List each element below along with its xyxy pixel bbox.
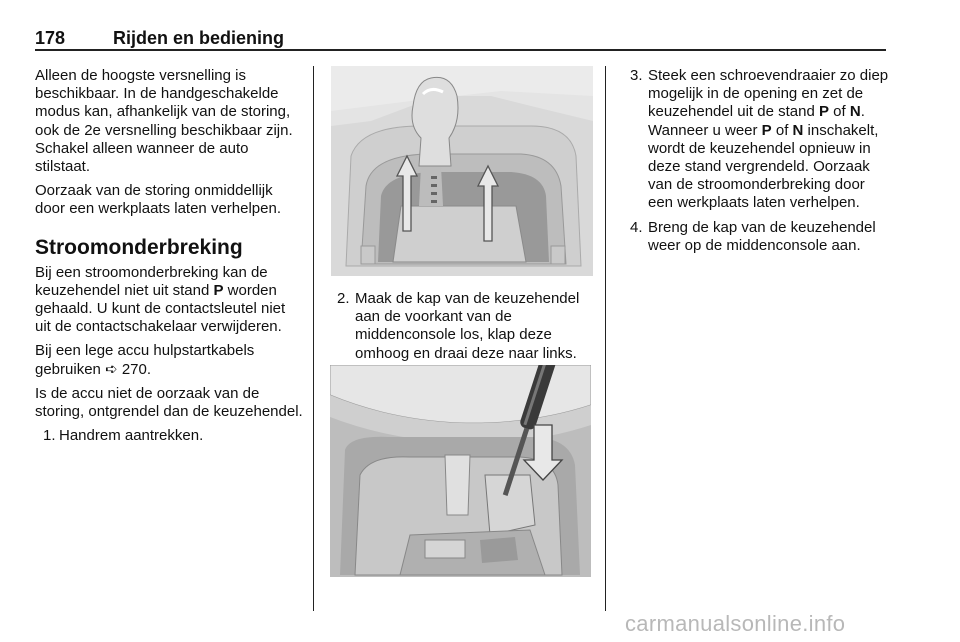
text-fragment: Bij een stroomonderbreking kan de keuzehendel niet uit stand [35, 263, 268, 299]
paragraph-unlock-lever: Is de accu niet de oorzaak van de storing, ontgrendel dan de keuzehendel. [35, 384, 303, 421]
illustration-gear-lever-cover [331, 66, 593, 276]
gear-symbol: N [792, 121, 804, 139]
gear-symbol: P [761, 121, 772, 139]
step-number: 3. [630, 67, 643, 84]
section-heading-power-failure: Stroomonderbreking [35, 235, 243, 259]
text-fragment: worden gehaald. U kunt de contactsleutel niet uit de contactschakelaar verwijderen. [35, 281, 286, 336]
step-text: Handrem aantrekken. [59, 427, 204, 445]
watermark: carmanualsonline.info [625, 611, 846, 636]
step-1 [35, 427, 303, 445]
text-fragment: Bij een lege accu hulpstartkabels gebruiken [35, 342, 255, 378]
text-fragment: of [771, 121, 793, 139]
step-number: 1. [43, 427, 56, 445]
page-header [35, 26, 885, 50]
gear-symbol: P [818, 103, 829, 121]
text-fragment: of [828, 103, 850, 121]
paragraph-power-failure [35, 264, 303, 337]
column-divider-right [605, 66, 606, 611]
chapter-title: Rijden en bediening [113, 28, 285, 48]
column-1 [35, 67, 303, 451]
paragraph-repair-advice: Oorzaak van de storing onmiddellijk door een werkplaats laten verhelpen. [35, 182, 281, 218]
text-fragment: inschakelt, wordt de keuzehendel opnieuw in deze stand vergrendeld. Oorzaak van de stroomonderbreking door een werkplaats laten verhelpen. [648, 121, 879, 212]
arrow-reference-icon: ➪ [105, 360, 118, 378]
text-fragment: . [146, 360, 152, 378]
page-number: 178 [35, 28, 66, 48]
step-3 [623, 67, 889, 213]
step-2 [330, 290, 592, 363]
column-divider-left [313, 66, 314, 611]
step-text: Maak de kap van de keuzehendel aan de voorkant van de middenconsole los, klap deze omhoog en draai deze naar links. [355, 290, 580, 362]
step-text [648, 67, 888, 211]
paragraph-jump-start [35, 342, 303, 378]
step-text: Breng de kap van de keuzehendel weer op de middenconsole aan. [648, 218, 876, 254]
page-reference[interactable]: 270 [121, 360, 147, 378]
gear-symbol: N [849, 103, 861, 121]
column-2 [330, 290, 592, 369]
text-fragment: Steek een schroevendraaier zo diep mogelijk in de opening en zet de keuzehendel uit de stand [648, 67, 889, 121]
step-4 [623, 219, 889, 255]
header-rule [35, 49, 886, 51]
step-number: 4. [630, 218, 643, 236]
text-fragment: . Wanneer u weer [648, 103, 865, 139]
paragraph-degraded-mode: Alleen de hoogste versnelling is beschikbaar. In de handgeschakelde modus kan, afhankelijk van de storing, ook de 2e versnelling beschikbaar zijn. Schakel alleen wanneer de auto stilstaat. [35, 67, 293, 176]
gear-symbol: P [213, 281, 224, 299]
step-number: 2. [337, 290, 350, 307]
column-3 [623, 67, 889, 261]
illustration-screwdriver-release [330, 365, 591, 577]
